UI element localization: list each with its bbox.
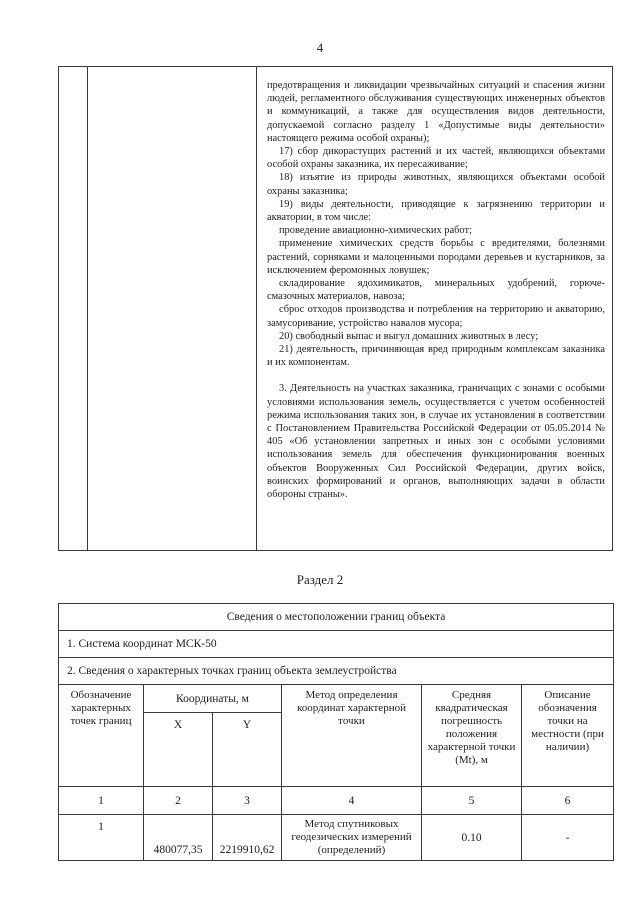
header-y: Y [213,713,282,787]
header-x: X [144,713,213,787]
column-number: 4 [282,787,422,815]
cell-y: 2219910,62 [213,815,282,861]
paragraph: складирование ядохимикатов, минеральных удобрений, горюче-смазочных материалов, навоза; [267,278,605,303]
table-title: Сведения о местоположении границ объекта [59,604,614,631]
header-description: Описание обозначения точки на местности (при наличии) [522,685,614,787]
header-method: Метод определения координат характерной точки [282,685,422,787]
number-column-cell [59,67,88,551]
cell-point: 1 [59,815,144,861]
paragraph: применение химических средств борьбы с вредителями, болезнями растений, сорняками и малоценными породами деревьев и кустарников, за исключением феромонных ловушек; [267,238,605,276]
column-number: 2 [144,787,213,815]
paragraph: сброс отходов производства и потребления на территорию и акваторию, замусоривание, устройство навалов мусора; [267,304,605,329]
section-title: Раздел 2 [296,572,344,587]
paragraph: 17) сбор дикорастущих растений и их частей, являющихся объектами особой охраны заказника, их пересаживание; [267,146,605,171]
cell-error: 0.10 [422,815,522,861]
title-column-cell [88,67,257,551]
cell-description: - [522,815,614,861]
paragraph: 3. Деятельность на участках заказника, граничащих с зонами с особыми условиями использования земель, осуществляется с учетом особенностей режима использования таких зон, в случае их установления в соответствии с Постановлением Правительства Российской Федерации от 05.05.2014 № 405 «Об установлении запретных и иных зон с особыми условиями использования земель для обеспечения функционирования военных объектов Вооруженных Сил Российской Федерации, других войск, воинских формирований и органов, выполняющих задачи в области обороны страны». [267,383,605,501]
paragraph: 20) свободный выпас и выгул домашних животных в лесу; [279,330,539,342]
page-number: 4 [316,40,324,55]
table-row [59,815,614,861]
header-error: Средняя квадратическая погрешность положения характерной точки (Mt), м [422,685,522,787]
header-point: Обозначение характерных точек границ [59,685,144,787]
paragraph: 18) изъятие из природы животных, являющихся объектами особой охраны заказника; [267,172,605,197]
header-coords: Координаты, м [144,685,282,713]
regulations-continuation-table [58,66,613,551]
cell-x: 480077,35 [144,815,213,861]
column-number: 3 [213,787,282,815]
column-number: 6 [522,787,614,815]
paragraph: проведение авиационно-химических работ; [279,225,472,237]
paragraph: 21) деятельность, причиняющая вред природным комплексам заказника и их компонентам. [267,344,605,369]
paragraph: предотвращения и ликвидации чрезвычайных ситуаций и спасения жизни людей, регламентного обслуживания существующих инженерных объектов и коммуникаций, а также для осуществления видов деятельности, допускаемой согласно разделу 1 «Допустимые виды деятельности» настоящего режима особой охраны); [267,80,605,144]
coordinates-table [58,603,614,861]
points-heading: 2. Сведения о характерных точках границ объекта землеустройства [59,658,614,685]
coordinate-system: 1. Система координат МСК-50 [59,631,614,658]
paragraph: 19) виды деятельности, приводящие к загрязнению территории и акватории, в том числе: [267,198,605,224]
column-number: 1 [59,787,144,815]
cell-method: Метод спутниковых геодезических измерений (определений) [282,815,422,861]
column-number: 5 [422,787,522,815]
content-column-cell [257,67,613,551]
continuation-text [257,67,612,505]
